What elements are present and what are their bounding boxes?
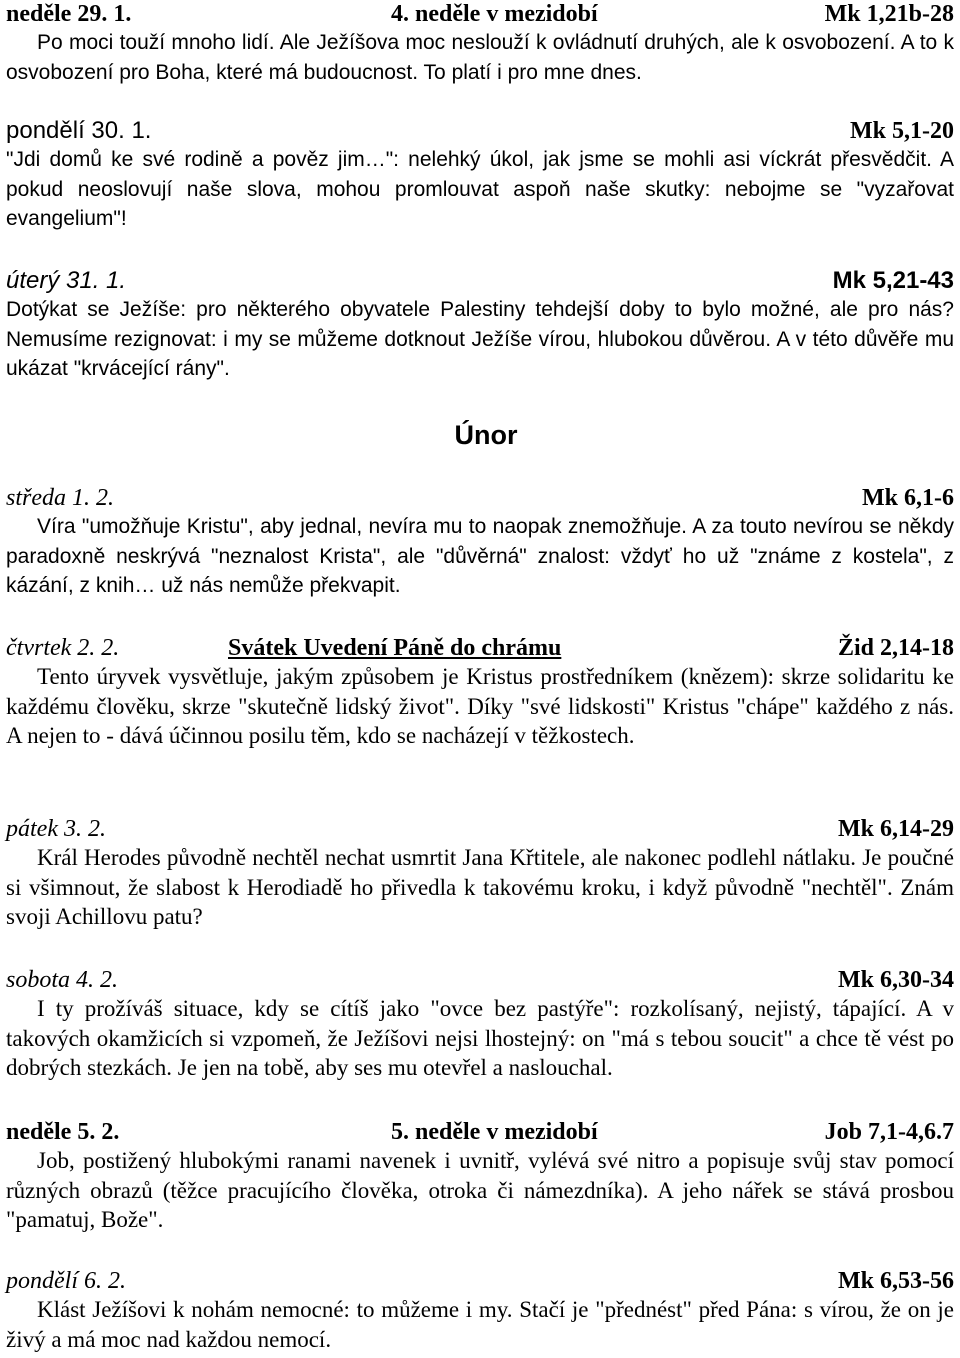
entry-text: Job, postižený hlubokými ranami navenek i uvnitř, vylévá své nitro a popisuje svůj stav pomocí různých obrazů (těžce pracujícího člověka, otroka či námezdníka). A jeho nářek se stává prosbou "pamatuj, Bože".	[6, 1148, 954, 1232]
entry-text: Dotýkat se Ježíše: pro některého obyvatele Palestiny tehdejší doby to bylo možné, ale pro nás? Nemusíme rezignovat: i my se můžeme dotknout Ježíše vírou, hlubokou důvěrou. A v této důvěře mu ukázat "krvácející rány".	[6, 298, 954, 380]
entry-day: pátek 3. 2.	[6, 816, 106, 842]
entry-header	[6, 1118, 954, 1146]
entry-monday-6-2	[6, 1267, 954, 1354]
entry-header	[6, 484, 954, 512]
entry-reference: Mk 6,30-34	[838, 967, 954, 993]
entry-header	[6, 815, 954, 843]
entry-text: Tento úryvek vysvětluje, jakým způsobem je Kristus prostředníkem (knězem): skrze solidaritu ke každému člověku, skrze "skutečně lidský život". Díky "své lidskosti" Kristus "chápe" každého z nás. A nejen to - dává účinnou posilu těm, kdo se nacházejí v těžkostech.	[6, 664, 954, 748]
entry-reference: Mk 5,21-43	[832, 267, 954, 294]
entry-header	[6, 634, 954, 662]
entry-header	[6, 0, 954, 28]
entry-header	[6, 267, 954, 295]
entry-friday-3-2	[6, 815, 954, 932]
entry-reference: Žid 2,14-18	[837, 635, 954, 661]
entry-text: I ty prožíváš situace, kdy se cítíš jako "ovce bez pastýře": rozkolísaný, nejistý, tápající. A v takových okamžicích si vzpomeň, že Ježíšovi nejsi lhostejný: on "má s tebou soucit" a chce tě vést po dobrých stezkách. Je jen na tobě, aby ses mu otevřel a naslouchal.	[6, 996, 954, 1080]
entry-wednesday-1-2	[6, 484, 954, 601]
entry-monday-30-1	[6, 117, 954, 234]
entry-text: Klást Ježíšovi k nohám nemocné: to můžeme i my. Stačí je "přednést" před Pána: s vírou, že on je živý a má moc nad každou nemocí.	[6, 1297, 954, 1352]
entry-text: Po moci touží mnoho lidí. Ale Ježíšova moc neslouží k ovládnutí druhých, ale k osvobození. A to k osvobození pro Boha, které má budoucnost. To platí i pro mne dnes.	[6, 31, 954, 84]
entry-header	[6, 1267, 954, 1295]
entry-reference: Mk 6,14-29	[838, 816, 954, 842]
entry-feast: Svátek Uvedení Páně do chrámu	[228, 635, 562, 661]
entry-day: čtvrtek 2. 2.	[6, 635, 120, 661]
entry-feast: 5. neděle v mezidobí	[391, 1119, 598, 1145]
entry-header	[6, 966, 954, 994]
entry-text: Král Herodes původně nechtěl nechat usmrtit Jana Křtitele, ale nakonec podlehl nátlaku. Je poučné si všimnout, že slabost k Herodiadě ho přivedla k takovému kroku, i když původně "nechtěl". Znám svoji Achillovu patu?	[6, 845, 954, 929]
entry-thursday-2-2	[6, 634, 954, 751]
entry-sunday-29-1	[6, 0, 954, 87]
entry-day: sobota 4. 2.	[6, 967, 119, 993]
entry-reference: Mk 1,21b-28	[824, 1, 954, 27]
entry-day: středa 1. 2.	[6, 485, 114, 511]
entry-tuesday-31-1	[6, 267, 954, 384]
entry-day: pondělí 30. 1.	[6, 117, 152, 144]
entry-reference: Mk 6,1-6	[862, 485, 954, 511]
entry-day: neděle 29. 1.	[6, 1, 132, 27]
entry-day: pondělí 6. 2.	[6, 1268, 126, 1294]
entry-day: úterý 31. 1.	[6, 267, 127, 294]
entry-text: Víra "umožňuje Kristu", aby jednal, nevíra mu to naopak znemožňuje. A za touto nevírou se někdy paradoxně neskrývá "neznalost Krista", ale "důvěrná" znalost: vždyť ho už "známe z kostela", z kázání, z knih… už nás nemůže překvapit.	[6, 515, 954, 597]
month-heading: Únor	[454, 420, 518, 450]
entry-reference: Job 7,1-4,6.7	[824, 1119, 954, 1145]
entry-day: neděle 5. 2.	[6, 1119, 120, 1145]
entry-saturday-4-2	[6, 966, 954, 1083]
entry-header	[6, 117, 954, 145]
entry-sunday-5-2	[6, 1118, 954, 1235]
entry-reference: Mk 5,1-20	[850, 118, 954, 144]
entry-reference: Mk 6,53-56	[838, 1268, 954, 1294]
entry-feast: 4. neděle v mezidobí	[391, 1, 598, 27]
entry-text: "Jdi domů ke své rodině a pověz jim…": nelehký úkol, jak jsme se mohli asi víckrát přesvědčit. A pokud neoslovují naše slova, mohou promlouvat aspoň naše skutky: nebojme se "vyzařovat evangelium"!	[6, 148, 954, 230]
